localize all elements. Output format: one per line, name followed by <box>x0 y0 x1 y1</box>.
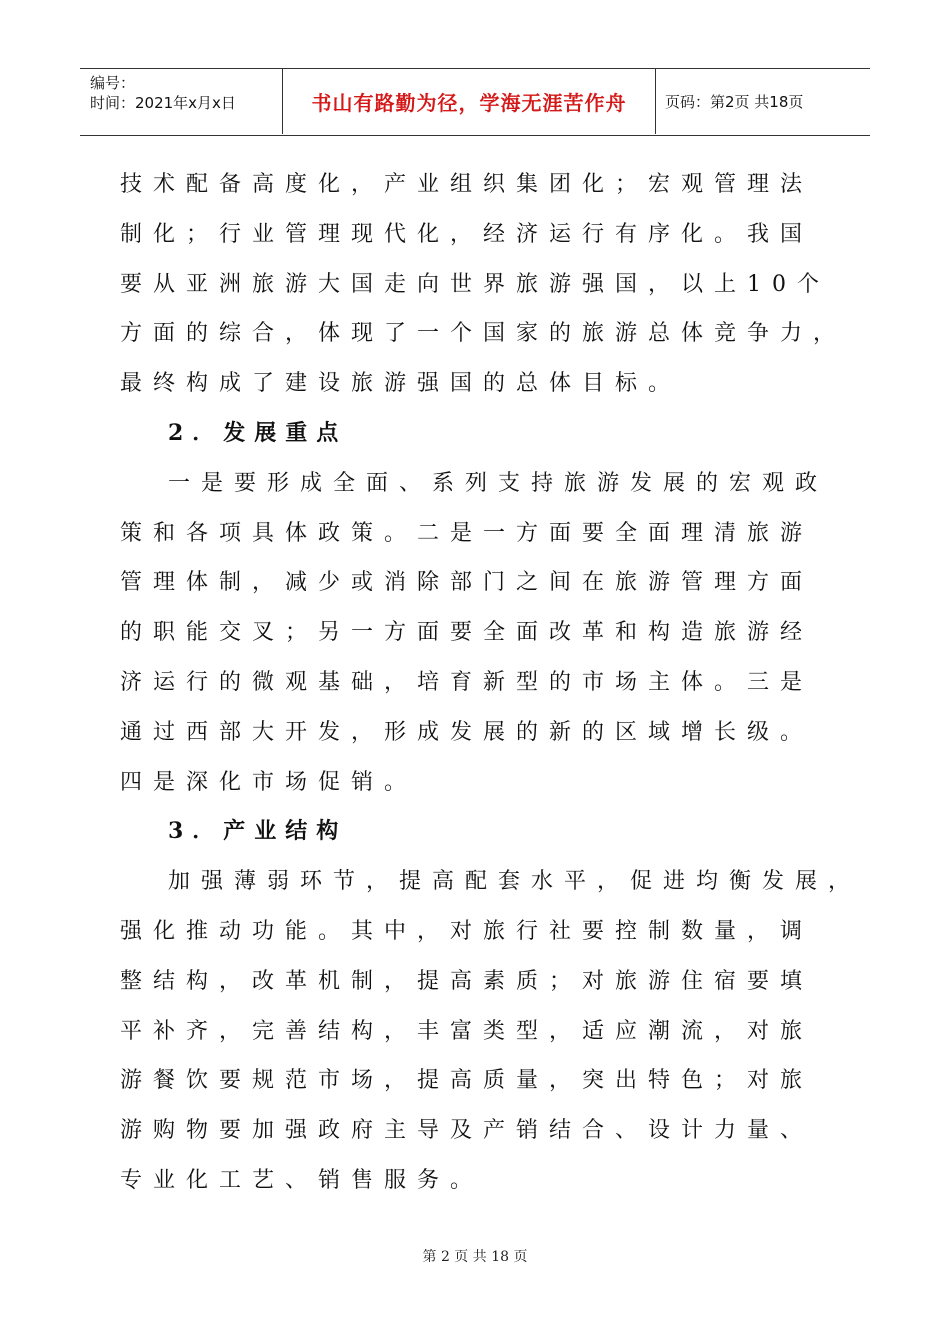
paragraph-line: 通过西部大开发，形成发展的新的区域增长级。 <box>120 719 814 745</box>
page-header <box>80 68 870 136</box>
paragraph-line: 济运行的微观基础，培育新型的市场主体。三是 <box>120 669 814 695</box>
paragraph-line: 四是深化市场促销。 <box>120 769 418 795</box>
paragraph-line: 游餐饮要规范市场，提高质量，突出特色；对旅 <box>120 1068 814 1094</box>
page-footer: 第 2 页 共 18 页 <box>422 1249 528 1265</box>
paragraph-line: 一是要形成全面、系列支持旅游发展的宏观政 <box>168 470 829 496</box>
paragraph-line: 最终构成了建设旅游强国的总体目标。 <box>120 371 682 397</box>
section-heading: 3．产业结构 <box>168 818 348 845</box>
document-body <box>120 160 862 1206</box>
paragraph-line: 策和各项具体政策。二是一方面要全面理清旅游 <box>120 520 814 546</box>
section-heading: 2．发展重点 <box>168 419 348 446</box>
paragraph-line: 加强薄弱环节，提高配套水平，促进均衡发展， <box>168 869 862 895</box>
time-label: 时间：2021年x月x日 <box>90 94 236 112</box>
header-page-info: 页码：第2页 共18页 <box>665 93 804 111</box>
paragraph-line: 游购物要加强政府主导及产销结合、设计力量、 <box>120 1118 814 1144</box>
paragraph-line: 平补齐，完善结构，丰富类型，适应潮流，对旅 <box>120 1018 814 1044</box>
paragraph-line: 的职能交叉；另一方面要全面改革和构造旅游经 <box>120 620 814 646</box>
number-label: 编号： <box>90 74 136 92</box>
paragraph-line: 方面的综合，体现了一个国家的旅游总体竞争力， <box>120 321 847 347</box>
header-meta <box>90 73 280 113</box>
paragraph-line: 专业化工艺、销售服务。 <box>120 1167 484 1193</box>
paragraph-line: 技术配备高度化，产业组织集团化；宏观管理法 <box>120 172 814 197</box>
paragraph-line: 管理体制，减少或消除部门之间在旅游管理方面 <box>120 570 814 596</box>
paragraph-line: 制化；行业管理现代化，经济运行有序化。我国 <box>120 221 814 247</box>
paragraph-line: 整结构，改革机制，提高素质；对旅游住宿要填 <box>120 968 814 994</box>
header-motto: 书山有路勤为径，学海无涯苦作舟 <box>282 69 656 134</box>
paragraph-line: 强化推动功能。其中，对旅行社要控制数量，调 <box>120 918 814 944</box>
paragraph-line: 要从亚洲旅游大国走向世界旅游强国，以上10个 <box>120 271 830 297</box>
